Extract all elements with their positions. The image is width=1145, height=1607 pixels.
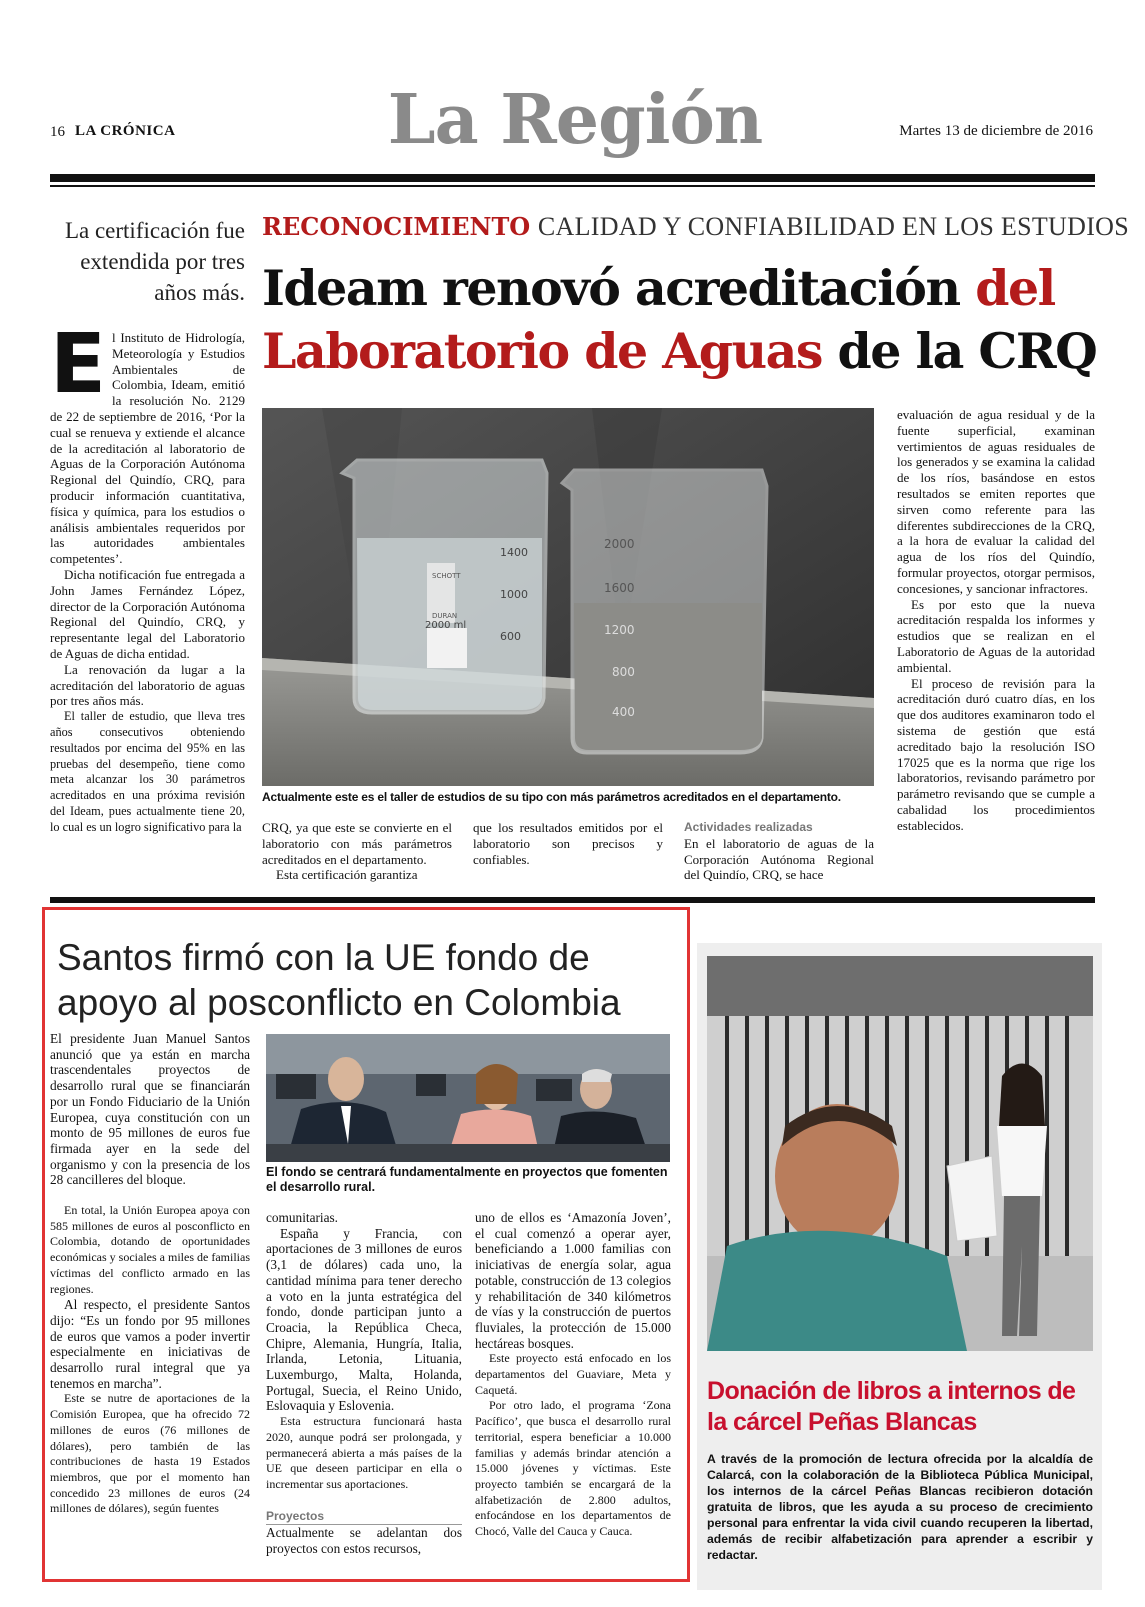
beaker-label: 600 [500, 630, 521, 643]
article-column-1 [50, 317, 245, 836]
santos-column-2 [266, 1210, 462, 1557]
issue-date: Martes 13 de diciembre de 2016 [899, 123, 1093, 139]
paragraph: evaluación de agua residual y de la fuente superficial, examinan vertimientos de aguas residuales de los generados y se examina la calidad de los ríos, basándose en estos resultados se emiten reportes que sirven como referente para las diferentes subdirecciones de la CRQ, a la hora de evaluar la calidad del agua de los ríos del Quindío, formular proyectos, otorgar permisos, concesiones, y sancionar infractores. [897, 407, 1095, 596]
beaker-label: SCHOTT [432, 572, 461, 580]
paragraph: l Instituto de Hidrología, Meteorología y Estudios Ambientales de Colombia, Ideam, emitió la resolución No. 2129 de 22 de septiembre de 2016, ‘Por la cual se renueva y extiende el alcance de la acreditación al laboratorio de Aguas de la Corporación Autónoma Regional del Quindío, CRQ, para producir información cuantitativa, física y química, para los estudios o análisis ambientales requeridos por las autoridades ambientales competentes’. [50, 330, 245, 567]
article-kicker [262, 212, 1129, 242]
article-column-3 [473, 820, 663, 867]
santos-photo [266, 1034, 670, 1162]
beaker-label: 2000 ml [425, 620, 467, 631]
beaker-label: 1200 [604, 623, 635, 637]
paragraph: Actualmente se adelantan dos proyectos con estos recursos, [266, 1525, 462, 1557]
beaker-label: 1600 [604, 581, 635, 595]
santos-column-3 [475, 1210, 671, 1540]
paragraph: Esta estructura funcionará hasta 2020, aunque podrá ser prolongada, y permanecerá abierta a más países de la UE que deseen participar en ella o incrementar sus aportaciones. [266, 1414, 462, 1491]
headline-part: de la CRQ [821, 322, 1097, 380]
article-column-4 [684, 820, 874, 883]
prison-photo [707, 956, 1093, 1351]
article-column-5 [897, 407, 1095, 834]
paragraph: En total, la Unión Europea apoya con 585 millones de euros al posconflicto en Colombia, dotando de oportunidades económicas y sociales a miles de familias víctimas del conflicto armado en las regiones. [50, 1203, 250, 1296]
kicker-red: RECONOCIMIENTO [262, 212, 531, 241]
section-title: La Región [387, 80, 763, 160]
beaker-label: 2000 [604, 537, 635, 551]
column-subhead: Proyectos [266, 1509, 462, 1526]
paragraph: comunitarias. [266, 1210, 339, 1225]
kicker-gray: CALIDAD Y CONFIABILIDAD EN LOS ESTUDIOS [537, 212, 1129, 241]
paragraph: CRQ, ya que este se convierte en el laboratorio con más parámetros acreditados en el departamento. [262, 820, 452, 867]
santos-photo-caption: El fondo se centrará fundamentalmente en proyectos que fomenten el desarrollo rural. [266, 1165, 668, 1194]
beaker-label: DURAN [432, 612, 458, 620]
paragraph: Es por esto que la nueva acreditación respalda los informes y estudios que se realizan en el Laboratorio de Aguas de la autoridad ambiental. [897, 596, 1095, 675]
headline-part: Ideam renovó acreditación [262, 259, 976, 317]
beakers-photo [262, 408, 874, 786]
section-rule [50, 897, 1095, 903]
newspaper-name: LA CRÓNICA [75, 123, 176, 139]
paragraph: España y Francia, con aportaciones de 3 millones de euros (3,1 de dólares) cada uno, la cantidad mínima para tener derecho a voto en la junta estratégica del fondo, donde participan junto a Croacia, la República Checa, Chipre, Alemania, Hungría, Italia, Irlanda, Letonia, Lituania, Luxemburgo, Malta, Holanda, Portugal, Suecia, el Reino Unido, Eslovaquia y Eslovenia. [266, 1225, 462, 1414]
santos-column-1 [50, 1203, 250, 1517]
photo-caption: Actualmente este es el taller de estudios de su tipo con más parámetros acreditados en el departamento. [262, 790, 841, 804]
article-headline [262, 257, 1107, 383]
paragraph: Esta certificación garantiza [276, 867, 418, 883]
article-deck: La certificación fue extendida por tres años más. [64, 218, 245, 305]
column-subhead: Actividades realizadas [684, 820, 813, 834]
paragraph: La renovación da lugar a la acreditación del laboratorio de aguas por tres años más. [50, 661, 245, 709]
paragraph: Este proyecto está enfocado en los departamentos del Guaviare, Meta y Caquetá. [475, 1351, 671, 1397]
paragraph: Al respecto, el presidente Santos dijo: “Es un fondo por 95 millones de euros que vamos a poder invertir especialmente en iniciativas de desarrollo rural integral que ya tenemos en marcha”. [50, 1297, 250, 1391]
drop-cap: E [50, 317, 107, 412]
paragraph: El proceso de revisión para la acreditación duró cuatro días, en los que dos auditores examinaron todo el sistema de gestión que está acreditado bajo la resolución ISO 17025 que es la norma que rige los laboratorios, revisando parámetro por parámetro revisando que se cumple a cabalidad los procedimientos establecidos. [897, 675, 1095, 833]
headline-part: del [975, 259, 1055, 317]
paragraph: En el laboratorio de aguas de la Corporación Autónoma Regional del Quindío, CRQ, se hace [684, 835, 874, 883]
prison-text: A través de la promoción de lectura ofrecida por la alcaldía de Calarcá, con la colaboración de la Biblioteca Pública Municipal, los internos de la cárcel Peñas Blancas recibieron dotación gratuita de libros, que les ayuda a su proceso de crecimiento personal para enfrentar la vida civil cuando recuperen la libertad, además de recibir alfabetización para aprender a escribir y redactar. [707, 1452, 1093, 1562]
beaker-label: 1000 [500, 588, 528, 601]
article-column-2 [262, 820, 452, 883]
paragraph: Este se nutre de aportaciones de la Comisión Europea, que ha ofrecido 72 millones de euros (76 millones de dólares), pero también de las contribuciones de hasta 19 Estados miembros, que por el momento han concedido 23 millones de euros (24 millones de dólares), según fuentes [50, 1391, 250, 1516]
santos-headline: Santos firmó con la UE fondo de apoyo al posconflicto en Colombia [57, 937, 621, 1023]
beaker-label: 400 [612, 705, 635, 719]
headline-part: Laboratorio de Aguas [262, 322, 822, 380]
paragraph: Por otro lado, el programa ‘Zona Pacífico’, que busca el desarrollo rural territorial, espera beneficiar a 10.000 familias y además brindar atención a 15.000 jóvenes y víctimas. Este proyecto también se encargará de la alfabetización de 2.800 adultos, enfocándose en los departamentos de Chocó, Valle del Cauca y Cauca. [475, 1398, 671, 1539]
prison-headline: Donación de libros a internos de la cárcel Peñas Blancas [707, 1377, 1076, 1436]
paragraph: uno de ellos es ‘Amazonía Joven’, el cual comenzó a operar ayer, beneficiando a 1.000 familias con iniciativas de energía solar, agua potable, construcción de 13 colegios y rehabilitación de 340 kilómetros de vías y la construcción de puertos fluviales, la protección de 15.000 hectáreas bosques. [475, 1210, 671, 1351]
beaker-label: 800 [612, 665, 635, 679]
header-rule [50, 174, 1095, 182]
header-rule-thin [50, 185, 1095, 187]
santos-column-1-top [50, 1031, 250, 1188]
beaker-label: 1400 [500, 546, 528, 559]
paragraph: El taller de estudio, que lleva tres años consecutivos obteniendo resultados por encima del 95% en las pruebas del desempeño, tiene como meta alcanzar los 30 parámetros acreditados en una próxima revisión del Ideam, pues actualmente tiene 20, lo cual es un logro significativo para la [50, 709, 245, 834]
page-number: 16 [50, 124, 65, 140]
paragraph: El presidente Juan Manuel Santos anunció que ya están en marcha trascendentales proyectos de desarrollo rural que se financiarán por un Fondo Fiduciario de la Unión Europea, cuya constitución con un monto de 95 millones de euros fue firmada ayer en la sede del organismo y con la presencia de los 28 cancilleres del bloque. [50, 1031, 250, 1188]
paragraph: Dicha notificación fue entregada a John James Fernández López, director de la Corporación Autónoma Regional del Quindío, CRQ, y representante legal del Laboratorio de Aguas de dicha entidad. [50, 566, 245, 661]
paragraph: que los resultados emitidos por el laboratorio son precisos y confiables. [473, 820, 663, 867]
